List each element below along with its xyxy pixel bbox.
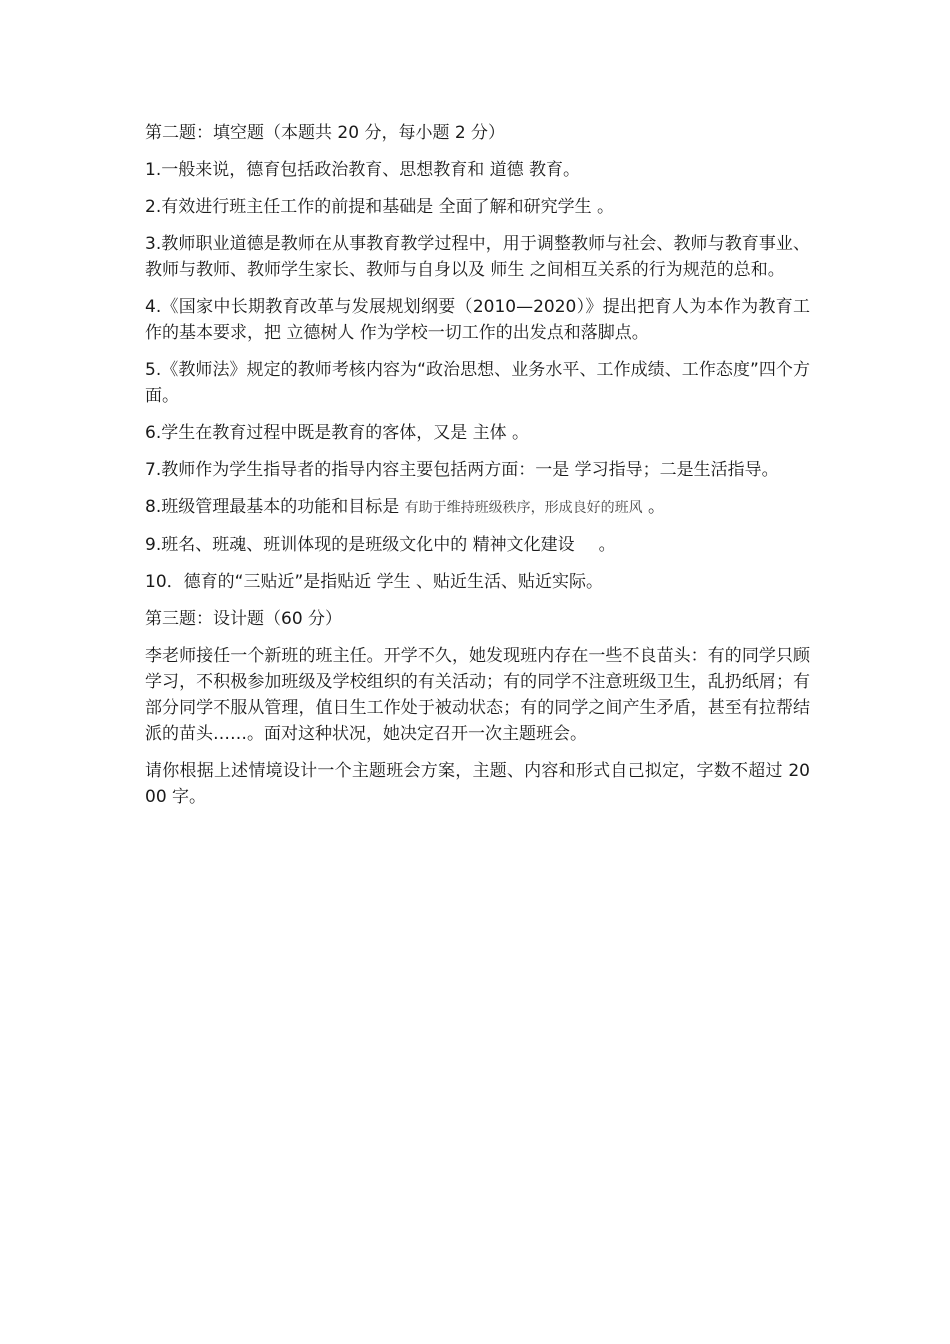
q7-text: 7.教师作为学生指导者的指导内容主要包括两方面：一是: [145, 460, 575, 480]
q9-text-end: 。: [598, 535, 616, 555]
q10-text: 10．德育的“三贴近”是指贴近: [145, 572, 377, 592]
document-body: [145, 120, 810, 821]
q3-text: 3.教师职业道德是教师在从事教育教学过程中，用于调整教师与社会、教师与教育事业、教师与教师、教师学生家长、教师与自身以及: [145, 234, 810, 280]
q2-answer: 全面了解和研究学生: [438, 197, 592, 217]
q8-text: 8.班级管理最基本的功能和目标是: [145, 497, 405, 517]
q6-text-end: 。: [506, 423, 530, 443]
question-4: [145, 294, 810, 346]
question-5: 5.《教师法》规定的教师考核内容为“政治思想、业务水平、工作成绩、工作态度”四个方面。: [145, 360, 810, 406]
q1-text: 1.一般来说，德育包括政治教育、思想教育和: [145, 160, 490, 180]
scenario-paragraph: 李老师接任一个新班的班主任。开学不久，她发现班内存在一些不良苗头：有的同学只顾学习，不积极参加班级及学校组织的有关活动；有的同学不注意班级卫生，乱扔纸屑；有部分同学不服从管理，值日生工作处于被动状态；有的同学之间产生矛盾，甚至有拉帮结派的苗头……。面对这种状况，她决定召开一次主题班会。: [145, 646, 810, 744]
question-10: [145, 569, 810, 595]
question-6: [145, 420, 810, 446]
q7-text-end: ；二是生活指导。: [642, 460, 779, 480]
q2-text-end: 。: [591, 197, 615, 217]
q1-answer: 道德: [489, 160, 524, 180]
question-2: [145, 194, 810, 220]
question-1: [145, 157, 810, 183]
q2-text: 2.有效进行班主任工作的前提和基础是: [145, 197, 439, 217]
question-9: [145, 532, 810, 558]
question-3: [145, 231, 810, 283]
q4-text: 4.《国家中长期教育改革与发展规划纲要（2010—2020）》提出把育人为本作为教育工作的基本要求，把: [145, 297, 810, 343]
q9-text: 9.班名、班魂、班训体现的是班级文化中的: [145, 535, 473, 555]
q10-answer: 学生: [376, 572, 411, 592]
q10-text-end: 、贴近生活、贴近实际。: [410, 572, 604, 592]
q8-answer: 有助于维持班级秩序，形成良好的班风: [404, 500, 643, 516]
section-2-heading: 第二题：填空题（本题共 20 分，每小题 2 分）: [145, 123, 506, 143]
q3-answer: 师生: [490, 260, 525, 280]
question-8: [145, 494, 810, 521]
q8-text-end: 。: [642, 497, 666, 517]
section-3-heading: 第三题：设计题（60 分）: [145, 609, 343, 629]
q3-text-end: 之间相互关系的行为规范的总和。: [524, 260, 785, 280]
q9-answer: 精神文化建设: [472, 535, 575, 555]
question-7: [145, 457, 810, 483]
q6-answer: 主体: [472, 423, 507, 443]
q4-answer: 立德树人: [286, 323, 355, 343]
q1-text-end: 教育。: [523, 160, 581, 180]
task-paragraph: 请你根据上述情境设计一个主题班会方案，主题、内容和形式自己拟定，字数不超过 2000 字。: [145, 761, 810, 807]
q7-answer: 学习指导: [574, 460, 643, 480]
q6-text: 6.学生在教育过程中既是教育的客体，又是: [145, 423, 473, 443]
q4-text-end: 作为学校一切工作的出发点和落脚点。: [354, 323, 649, 343]
